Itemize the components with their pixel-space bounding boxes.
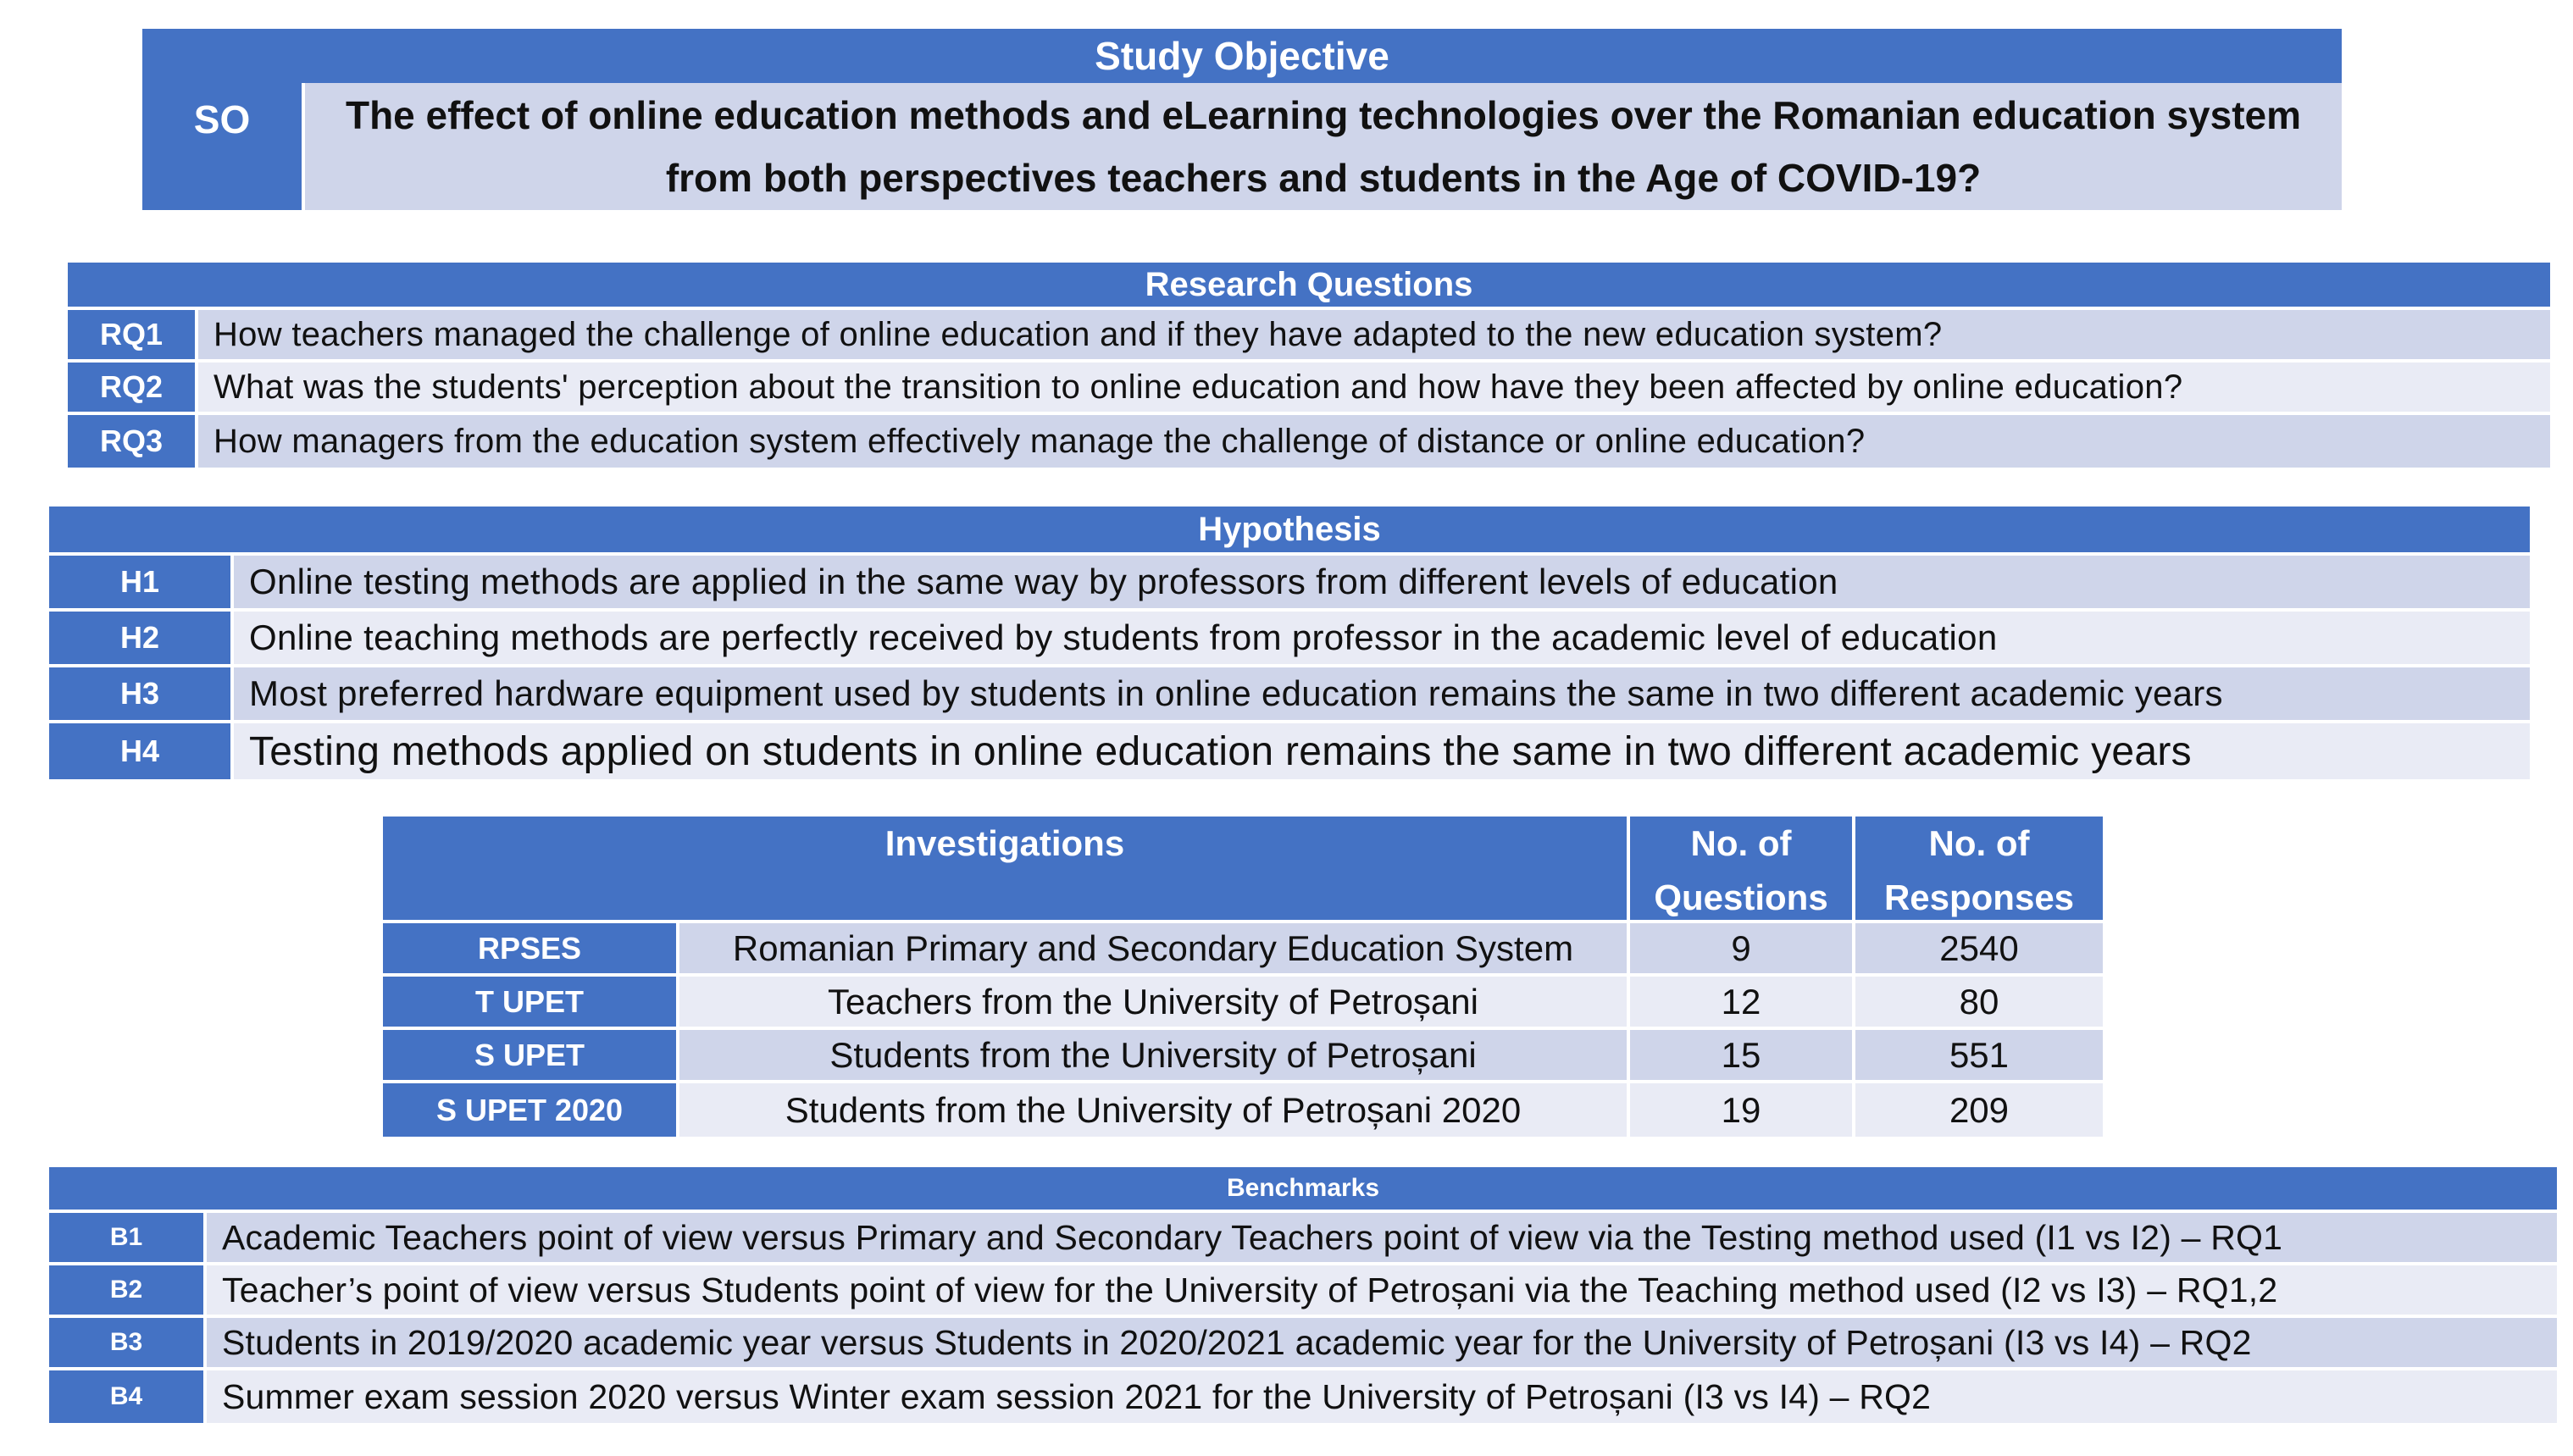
hypothesis-code: H3: [49, 667, 234, 720]
investigation-questions: 12: [1630, 977, 1855, 1027]
rq-code: RQ2: [68, 363, 198, 412]
benchmarks-table: [49, 1167, 2557, 1423]
benchmarks-header: Benchmarks: [49, 1167, 2557, 1213]
investigation-questions: 15: [1630, 1030, 1855, 1080]
research-questions-header: Research Questions: [68, 263, 2550, 310]
hypothesis-code: H4: [49, 723, 234, 779]
benchmark-code: B2: [49, 1265, 207, 1315]
rq-text: What was the students' perception about the transition to online education and how have they been affected by online education?: [198, 363, 2550, 412]
rq-text: How managers from the education system effectively manage the challenge of distance or online education?: [198, 415, 2550, 468]
investigation-code: S UPET 2020: [383, 1083, 679, 1137]
table-row: [383, 1030, 2103, 1083]
study-objective-code: SO: [142, 83, 305, 210]
table-row: [68, 310, 2550, 363]
investigation-responses: 551: [1855, 1030, 2103, 1080]
table-row: [49, 612, 2530, 667]
benchmark-code: B1: [49, 1213, 207, 1262]
table-row: [49, 1370, 2557, 1423]
investigations-header-row: [383, 817, 2103, 923]
table-row: [383, 1083, 2103, 1137]
investigations-table: [383, 817, 2103, 1137]
investigation-responses: 80: [1855, 977, 2103, 1027]
rq-code: RQ3: [68, 415, 198, 468]
table-row: [383, 923, 2103, 977]
table-row: [383, 977, 2103, 1030]
rq-code: RQ1: [68, 310, 198, 359]
benchmark-code: B3: [49, 1318, 207, 1367]
hypothesis-table: [49, 507, 2530, 779]
hypothesis-code: H1: [49, 556, 234, 608]
study-objective-table: [142, 29, 2342, 210]
hypothesis-code: H2: [49, 612, 234, 664]
table-row: [49, 556, 2530, 612]
benchmark-text: Teacher’s point of view versus Students point of view for the University of Petroșani via the Teaching method used (I2 vs I3) – RQ1,2: [207, 1265, 2557, 1315]
investigation-code: S UPET: [383, 1030, 679, 1080]
investigation-name: Romanian Primary and Secondary Education System: [679, 923, 1630, 973]
questions-header-line-2: Questions: [1654, 877, 1828, 917]
study-objective-text: The effect of online education methods and eLearning technologies over the Romanian education system from both perspectives teachers and students in the Age of COVID-19?: [305, 83, 2342, 210]
hypothesis-header: Hypothesis: [49, 507, 2530, 556]
questions-header-line-1: No. of: [1690, 823, 1792, 863]
investigation-questions: 19: [1630, 1083, 1855, 1137]
benchmark-text: Students in 2019/2020 academic year versus Students in 2020/2021 academic year for the University of Petroșani (I3 vs I4) – RQ2: [207, 1318, 2557, 1367]
responses-header-line-1: No. of: [1928, 823, 2030, 863]
investigation-code: RPSES: [383, 923, 679, 973]
responses-header: [1855, 817, 2103, 920]
rq-text: How teachers managed the challenge of online education and if they have adapted to the new education system?: [198, 310, 2550, 359]
table-row: [49, 1318, 2557, 1370]
table-row: [68, 363, 2550, 415]
hypothesis-text: Most preferred hardware equipment used by students in online education remains the same in two different academic years: [234, 667, 2530, 720]
investigations-header: Investigations: [383, 817, 1630, 920]
investigation-questions: 9: [1630, 923, 1855, 973]
investigation-responses: 209: [1855, 1083, 2103, 1137]
research-questions-table: [68, 263, 2550, 468]
study-objective-header: Study Objective: [142, 29, 2342, 83]
investigation-code: T UPET: [383, 977, 679, 1027]
investigation-name: Teachers from the University of Petroșani: [679, 977, 1630, 1027]
table-row: [49, 1265, 2557, 1318]
hypothesis-text: Testing methods applied on students in online education remains the same in two different academic years: [234, 723, 2530, 779]
benchmark-code: B4: [49, 1370, 207, 1423]
hypothesis-text: Online testing methods are applied in the same way by professors from different levels of education: [234, 556, 2530, 608]
table-row: [49, 723, 2530, 779]
investigation-responses: 2540: [1855, 923, 2103, 973]
investigation-name: Students from the University of Petroșani 2020: [679, 1083, 1630, 1137]
study-objective-row: [142, 83, 2342, 210]
hypothesis-text: Online teaching methods are perfectly received by students from professor in the academic level of education: [234, 612, 2530, 664]
table-row: [49, 1213, 2557, 1265]
responses-header-line-2: Responses: [1883, 877, 2075, 917]
table-row: [49, 667, 2530, 723]
benchmark-text: Academic Teachers point of view versus Primary and Secondary Teachers point of view via the Testing method used (I1 vs I2) – RQ1: [207, 1213, 2557, 1262]
table-row: [68, 415, 2550, 468]
investigation-name: Students from the University of Petroșani: [679, 1030, 1630, 1080]
questions-header: [1630, 817, 1855, 920]
benchmark-text: Summer exam session 2020 versus Winter exam session 2021 for the University of Petroșani (I3 vs I4) – RQ2: [207, 1370, 2557, 1423]
